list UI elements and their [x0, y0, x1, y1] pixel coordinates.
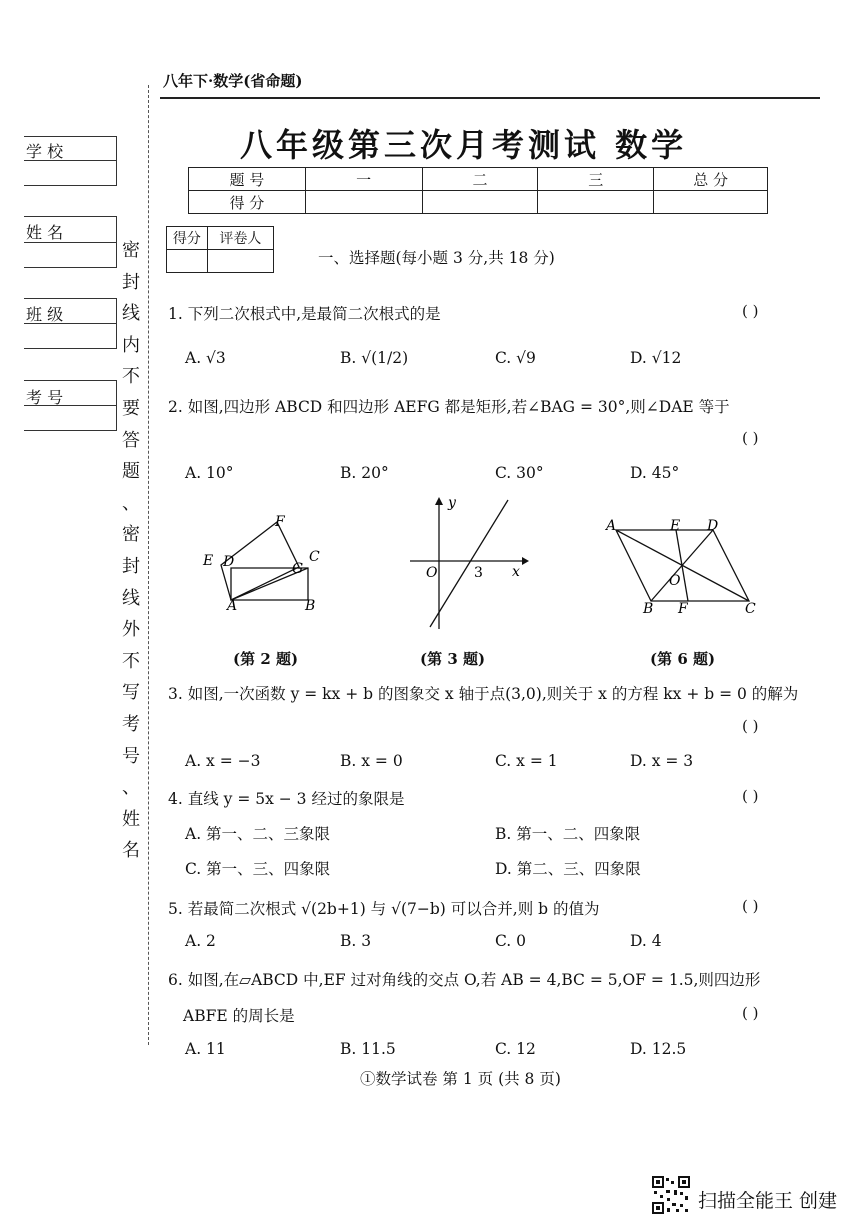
seal-char: 不 [122, 366, 140, 388]
question-3-stem: 3. 如图,一次函数 y = kx + b 的图象交 x 轴于点(3,0),则关于 x 的方程 kx + b = 0 的解为 [168, 685, 799, 703]
grader-score-label: 得分 [167, 227, 208, 250]
seal-char: 线 [122, 303, 140, 325]
seal-char: 封 [122, 271, 140, 293]
grader-score-cell[interactable] [167, 250, 208, 273]
question-2-option-c[interactable]: C. 30° [495, 464, 544, 482]
question-3-option-c[interactable]: C. x = 1 [495, 752, 558, 770]
question-1-option-b[interactable]: B. √(1/2) [340, 349, 409, 367]
label-y: y [448, 495, 456, 511]
school-field[interactable] [24, 160, 117, 186]
question-2-option-d[interactable]: D. 45° [630, 464, 680, 482]
question-2-answer-blank[interactable]: ( ) [742, 429, 759, 447]
seal-char: 封 [122, 555, 140, 577]
question-3-option-d[interactable]: D. x = 3 [630, 752, 694, 770]
question-6-option-a[interactable]: A. 11 [185, 1040, 226, 1058]
class-field-top [24, 298, 117, 324]
exam-number-field-top [24, 380, 117, 406]
score-table-col-total: 总 分 [654, 168, 768, 191]
header-rule [160, 97, 820, 99]
seal-char: 题 [122, 461, 140, 483]
label-c: C [745, 601, 756, 615]
figure-2-rectangles [195, 510, 325, 615]
seal-char: 密 [122, 240, 140, 261]
seal-char: 姓 [122, 808, 140, 830]
school-field-label: 学 校 [26, 142, 64, 161]
question-2-option-a[interactable]: A. 10° [185, 464, 234, 482]
score-cell-3[interactable] [538, 191, 654, 214]
label-3: 3 [474, 565, 483, 581]
seal-char: 、 [122, 492, 140, 514]
question-5-option-b[interactable]: B. 3 [340, 932, 372, 950]
qr-code-icon [652, 1176, 690, 1214]
question-6-stem-continued: ABFE 的周长是 [183, 1007, 295, 1025]
figure-2-caption: (第 2 题) [233, 650, 299, 668]
seal-warning-vertical-text [122, 235, 140, 867]
seal-char: 、 [122, 777, 140, 799]
class-field-label: 班 级 [26, 305, 64, 324]
label-x: x [512, 564, 520, 580]
figure-3-caption: (第 3 题) [420, 650, 486, 668]
label-e: E [203, 553, 214, 569]
scanner-watermark: 扫描全能王 创建 [698, 1190, 838, 1212]
label-origin: O [426, 565, 438, 581]
seal-char: 内 [122, 334, 140, 356]
question-6-option-c[interactable]: C. 12 [495, 1040, 536, 1058]
question-4-stem: 4. 直线 y = 5x − 3 经过的象限是 [168, 790, 405, 808]
question-3-option-a[interactable]: A. x = −3 [185, 752, 261, 770]
question-5-option-a[interactable]: A. 2 [185, 932, 216, 950]
question-6-option-b[interactable]: B. 11.5 [340, 1040, 396, 1058]
question-2-option-b[interactable]: B. 20° [340, 464, 389, 482]
x-axis-arrow [522, 557, 529, 565]
grader-table [166, 226, 274, 273]
seal-char: 线 [122, 587, 140, 609]
page-footer: ①数学试卷 第 1 页 (共 8 页) [360, 1070, 561, 1088]
question-4-option-a[interactable]: A. 第一、二、三象限 [185, 825, 331, 843]
label-e: E [670, 518, 681, 534]
grader-name-cell[interactable] [207, 250, 273, 273]
label-f: F [678, 601, 688, 615]
question-5-stem: 5. 若最简二次根式 √(2b+1) 与 √(7−b) 可以合并,则 b 的值为 [168, 900, 600, 918]
score-table-col-3: 三 [538, 168, 654, 191]
label-g: G [292, 561, 304, 577]
seal-char: 名 [122, 840, 140, 862]
seal-char: 密 [122, 524, 140, 546]
score-cell-1[interactable] [305, 191, 422, 214]
question-6-stem: 6. 如图,在▱ABCD 中,EF 过对角线的交点 O,若 AB = 4,BC = 5,OF = 1.5,则四边形 [168, 971, 761, 989]
grader-name-label: 评卷人 [207, 227, 273, 250]
question-2-stem: 2. 如图,四边形 ABCD 和四边形 AEFG 都是矩形,若∠BAG = 30°,则∠DAE 等于 [168, 398, 730, 416]
section-1-heading: 一、选择题(每小题 3 分,共 18 分) [318, 249, 555, 267]
score-table-col-1: 一 [305, 168, 422, 191]
figure-3-line-graph [400, 495, 535, 635]
exam-number-field-label: 考 号 [26, 388, 64, 407]
question-1-stem: 1. 下列二次根式中,是最简二次根式的是 [168, 305, 441, 323]
exam-number-field[interactable] [24, 405, 117, 431]
label-d: D [707, 518, 719, 534]
question-1-option-d[interactable]: D. √12 [630, 349, 682, 367]
question-3-option-b[interactable]: B. x = 0 [340, 752, 403, 770]
score-cell-2[interactable] [422, 191, 538, 214]
segment-ef [676, 530, 688, 601]
score-cell-total[interactable] [654, 191, 768, 214]
binding-line [148, 85, 149, 1045]
seal-char: 考 [122, 713, 140, 735]
label-f: F [275, 514, 285, 530]
school-field-top [24, 136, 117, 161]
exam-series-header: 八年下·数学(省命题) [163, 72, 303, 90]
figure-6-parallelogram [603, 515, 763, 615]
seal-char: 不 [122, 650, 140, 672]
seal-char: 外 [122, 619, 140, 641]
question-5-answer-blank[interactable]: ( ) [742, 897, 759, 915]
label-b: B [305, 598, 316, 614]
question-6-option-d[interactable]: D. 12.5 [630, 1040, 687, 1058]
score-table [188, 167, 768, 214]
function-line [430, 500, 508, 627]
question-4-option-d[interactable]: D. 第二、三、四象限 [495, 860, 641, 878]
score-table-header-label: 题 号 [189, 168, 306, 191]
score-table-col-2: 二 [422, 168, 538, 191]
label-o: O [669, 573, 681, 589]
label-b: B [643, 601, 654, 615]
question-1-option-a[interactable]: A. √3 [185, 349, 226, 367]
question-5-option-d[interactable]: D. 4 [630, 932, 662, 950]
name-field-top [24, 216, 117, 243]
label-a: A [606, 518, 617, 534]
question-6-answer-blank[interactable]: ( ) [742, 1004, 759, 1022]
question-4-option-b[interactable]: B. 第一、二、四象限 [495, 825, 641, 843]
seal-char: 要 [122, 397, 140, 419]
figure-6-caption: (第 6 题) [650, 650, 716, 668]
label-a: A [227, 598, 238, 614]
question-4-answer-blank[interactable]: ( ) [742, 787, 759, 805]
seal-char: 写 [122, 682, 140, 704]
question-3-answer-blank[interactable]: ( ) [742, 717, 759, 735]
question-1-option-c[interactable]: C. √9 [495, 349, 536, 367]
class-field[interactable] [24, 323, 117, 349]
question-5-option-c[interactable]: C. 0 [495, 932, 527, 950]
label-c: C [309, 549, 320, 565]
label-d: D [223, 554, 235, 570]
question-1-answer-blank[interactable]: ( ) [742, 302, 759, 320]
score-table-row-label: 得 分 [189, 191, 306, 214]
question-4-option-c[interactable]: C. 第一、三、四象限 [185, 860, 331, 878]
name-field-label: 姓 名 [26, 223, 64, 242]
seal-char: 号 [122, 745, 140, 767]
y-axis-arrow [435, 497, 443, 505]
exam-title: 八年级第三次月考测试 数学 [240, 126, 688, 164]
seal-char: 答 [122, 429, 140, 451]
name-field[interactable] [24, 242, 117, 268]
